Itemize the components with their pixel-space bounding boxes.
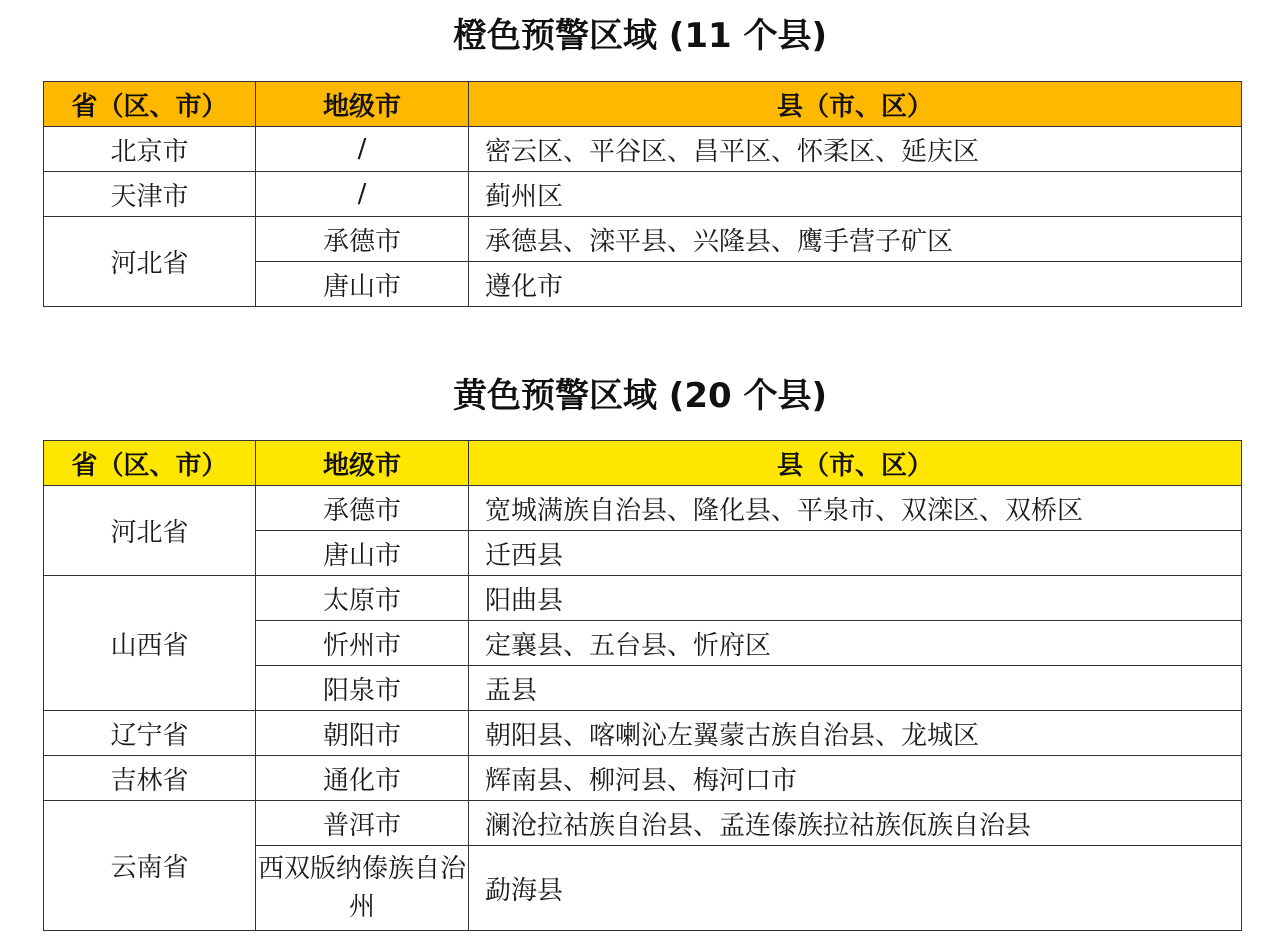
table-row: [44, 756, 1242, 801]
city-cell: /: [256, 127, 469, 172]
city-cell: 承德市: [256, 217, 469, 262]
city-cell: 阳泉市: [256, 666, 469, 711]
city-cell: 西双版纳傣族自治州: [256, 846, 469, 931]
city-cell: 承德市: [256, 486, 469, 531]
yellow-warning-table: [43, 440, 1242, 931]
province-cell: 河北省: [44, 486, 256, 576]
counties-cell: 遵化市: [469, 262, 1242, 307]
city-cell: 唐山市: [256, 531, 469, 576]
counties-cell: 承德县、滦平县、兴隆县、鹰手营子矿区: [469, 217, 1242, 262]
orange-warning-table: [43, 81, 1242, 307]
counties-cell: 阳曲县: [469, 576, 1242, 621]
province-cell: 山西省: [44, 576, 256, 711]
counties-cell: 定襄县、五台县、忻府区: [469, 621, 1242, 666]
table-header-row: [44, 441, 1242, 486]
counties-cell: 盂县: [469, 666, 1242, 711]
city-cell: 普洱市: [256, 801, 469, 846]
counties-cell: 澜沧拉祜族自治县、孟连傣族拉祜族佤族自治县: [469, 801, 1242, 846]
province-cell: 北京市: [44, 127, 256, 172]
header-city: 地级市: [256, 82, 469, 127]
counties-cell: 蓟州区: [469, 172, 1242, 217]
yellow-warning-title: 黄色预警区域 (20 个县): [452, 376, 828, 416]
header-counties: 县（市、区）: [469, 441, 1242, 486]
table-row: [44, 576, 1242, 621]
header-province: 省（区、市）: [44, 82, 256, 127]
city-cell: 太原市: [256, 576, 469, 621]
province-cell: 天津市: [44, 172, 256, 217]
counties-cell: 勐海县: [469, 846, 1242, 931]
table-row: [44, 127, 1242, 172]
orange-warning-title: 橙色预警区域 (11 个县): [452, 16, 828, 56]
header-counties: 县（市、区）: [469, 82, 1242, 127]
table-row: [44, 486, 1242, 531]
counties-cell: 宽城满族自治县、隆化县、平泉市、双滦区、双桥区: [469, 486, 1242, 531]
province-cell: 河北省: [44, 217, 256, 307]
counties-cell: 密云区、平谷区、昌平区、怀柔区、延庆区: [469, 127, 1242, 172]
counties-cell: 迁西县: [469, 531, 1242, 576]
header-city: 地级市: [256, 441, 469, 486]
city-cell: 忻州市: [256, 621, 469, 666]
province-cell: 吉林省: [44, 756, 256, 801]
province-cell: 辽宁省: [44, 711, 256, 756]
table-row: [44, 801, 1242, 846]
province-cell: 云南省: [44, 801, 256, 931]
table-row: [44, 711, 1242, 756]
city-cell: 通化市: [256, 756, 469, 801]
table-row: [44, 172, 1242, 217]
city-cell: 朝阳市: [256, 711, 469, 756]
table-row: [44, 217, 1242, 262]
counties-cell: 辉南县、柳河县、梅河口市: [469, 756, 1242, 801]
header-province: 省（区、市）: [44, 441, 256, 486]
city-cell: /: [256, 172, 469, 217]
table-header-row: [44, 82, 1242, 127]
city-cell: 唐山市: [256, 262, 469, 307]
counties-cell: 朝阳县、喀喇沁左翼蒙古族自治县、龙城区: [469, 711, 1242, 756]
